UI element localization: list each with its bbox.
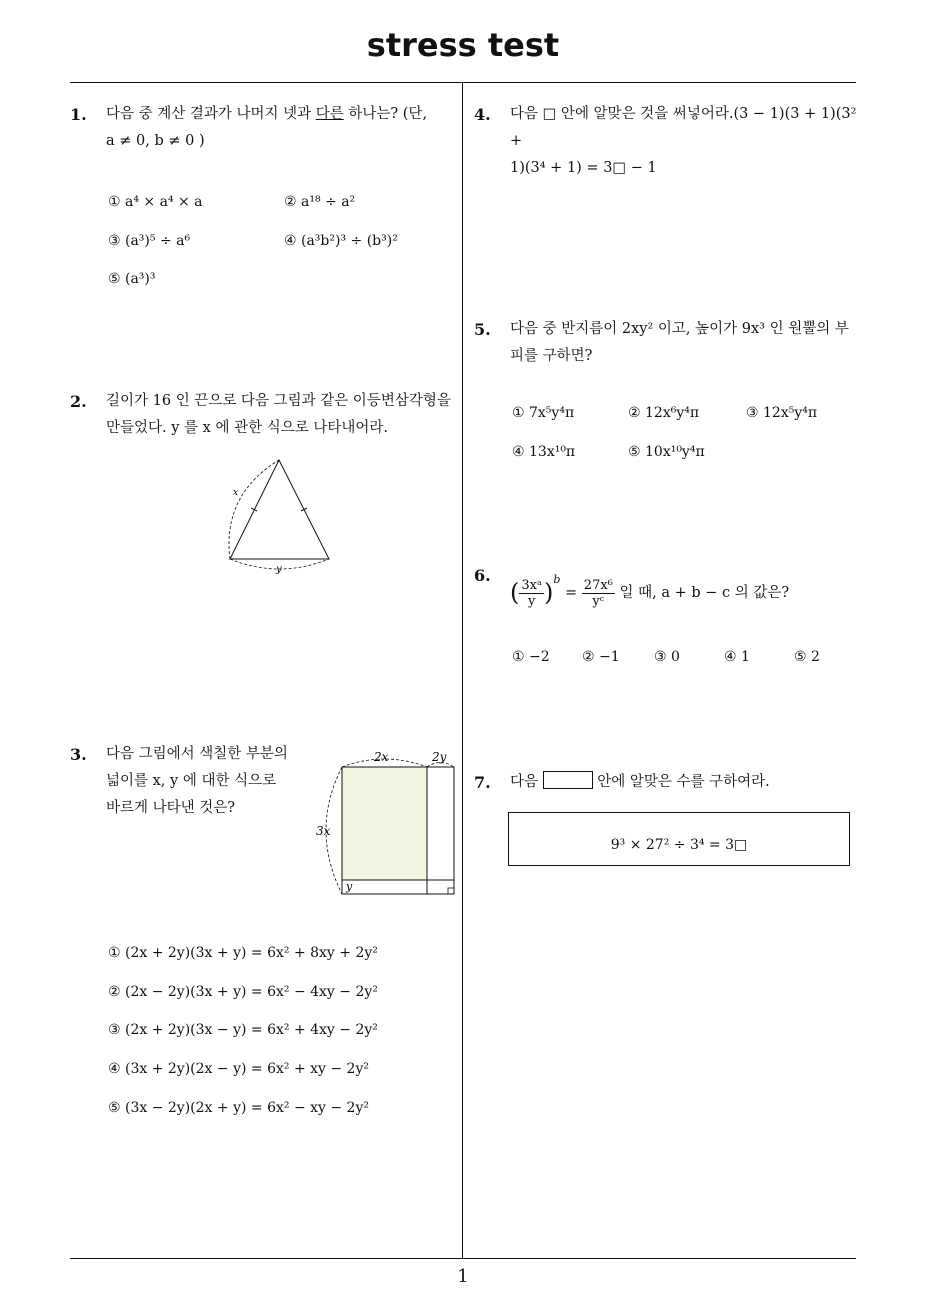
option-1: ① (2x + 2y)(3x + y) = 6x² + 8xy + 2y² <box>108 945 378 961</box>
question-text: 다음 그림에서 색칠한 부분의 넓이를 x, y 에 대한 식으로 바르게 나타낸 것은? <box>106 746 288 816</box>
question-3 <box>70 741 320 831</box>
question-7 <box>474 769 864 809</box>
footer-rule <box>70 1258 856 1259</box>
option-2: ② 12x⁶y⁴π <box>628 405 700 421</box>
option-5: ⑤ (a³)³ <box>108 271 156 287</box>
question-text: 다음 중 반지름이 2xy² 이고, 높이가 9x³ 인 원뿔의 부 피를 구하면? <box>510 321 849 364</box>
column-divider <box>462 83 463 1259</box>
label-2y: 2y <box>432 750 447 764</box>
label-y: y <box>346 880 353 893</box>
question-6 <box>474 562 864 672</box>
shaded-region <box>342 767 427 880</box>
question-5 <box>474 316 864 466</box>
question-text: 다음 □ 안에 알맞은 것을 써넣어라.(3 − 1)(3 + 1)(3² + 1)(3⁴ + 1) = 3□ − 1 <box>510 106 857 176</box>
equation-box: 9³ × 27² ÷ 3⁴ = 3□ <box>508 812 850 866</box>
question-text: 길이가 16 인 끈으로 다음 그림과 같은 이등변삼각형을 만들었다. y 를 x 에 관한 식으로 나타내어라. <box>106 393 451 436</box>
label-y: y <box>276 564 282 575</box>
option-3: ③ (2x + 2y)(3x − y) = 6x² + 4xy − 2y² <box>108 1022 378 1038</box>
question-number: 5. <box>474 320 491 339</box>
label-x: x <box>233 488 239 498</box>
option-4: ④ 13x¹⁰π <box>512 444 576 460</box>
answer-blank-box <box>543 771 593 789</box>
question-text: 다음 중 계산 결과가 나머지 넷과 다른 하나는? (단, a ≠ 0, b ≠ 0 ) <box>106 106 428 149</box>
page-title: stress test <box>366 26 560 64</box>
option-2: ② (2x − 2y)(3x + y) = 6x² − 4xy − 2y² <box>108 984 378 1000</box>
label-2x: 2x <box>374 750 389 764</box>
option-3: ③ 0 <box>654 649 680 665</box>
question-number: 7. <box>474 773 491 792</box>
underlined-word: 다른 <box>315 106 344 122</box>
question-number: 4. <box>474 105 491 124</box>
option-3: ③ 12x⁵y⁴π <box>746 405 818 421</box>
lhs-fraction: $\frac{\text{3xᵃ}}{y}$ <box>521 577 542 609</box>
question-1 <box>70 101 460 301</box>
option-2: ② −1 <box>582 649 620 665</box>
option-4: ④ 1 <box>724 649 750 665</box>
option-5: ⑤ (3x − 2y)(2x + y) = 6x² − xy − 2y² <box>108 1100 369 1116</box>
question-number: 6. <box>474 566 491 585</box>
label-3x: 3x <box>316 824 331 838</box>
rhs-fraction: $\frac{\text{27x⁶}}{\text{yᶜ}}$ <box>583 577 613 609</box>
question-4 <box>474 101 864 176</box>
option-1: ① a⁴ × a⁴ × a <box>108 194 203 210</box>
question-number: 2. <box>70 392 87 411</box>
option-1: ① 7x⁵y⁴π <box>512 405 575 421</box>
header-rule <box>70 82 856 83</box>
question-3-options <box>70 940 460 1130</box>
question-expression: ( $\frac{\text{3xᵃ}}{y}$ )$^b$ = $\frac{\text{27x⁶}}{\text{yᶜ}}$ 일 때, a + b − c 의 값은? <box>510 573 790 609</box>
triangle-figure <box>222 455 337 575</box>
rectangle-figure <box>310 745 460 900</box>
question-text: 다음 안에 알맞은 수를 구하여라. <box>510 769 770 796</box>
question-number: 1. <box>70 105 87 124</box>
option-3: ③ (a³)⁵ ÷ a⁶ <box>108 233 191 249</box>
option-5: ⑤ 10x¹⁰y⁴π <box>628 444 705 460</box>
option-4: ④ (3x + 2y)(2x − y) = 6x² + xy − 2y² <box>108 1061 369 1077</box>
option-2: ② a¹⁸ ÷ a² <box>284 194 356 210</box>
question-number: 3. <box>70 745 87 764</box>
option-4: ④ (a³b²)³ ÷ (b³)² <box>284 233 398 249</box>
option-5: ⑤ 2 <box>794 649 820 665</box>
option-1: ① −2 <box>512 649 550 665</box>
page-number: 1 <box>457 1266 469 1287</box>
